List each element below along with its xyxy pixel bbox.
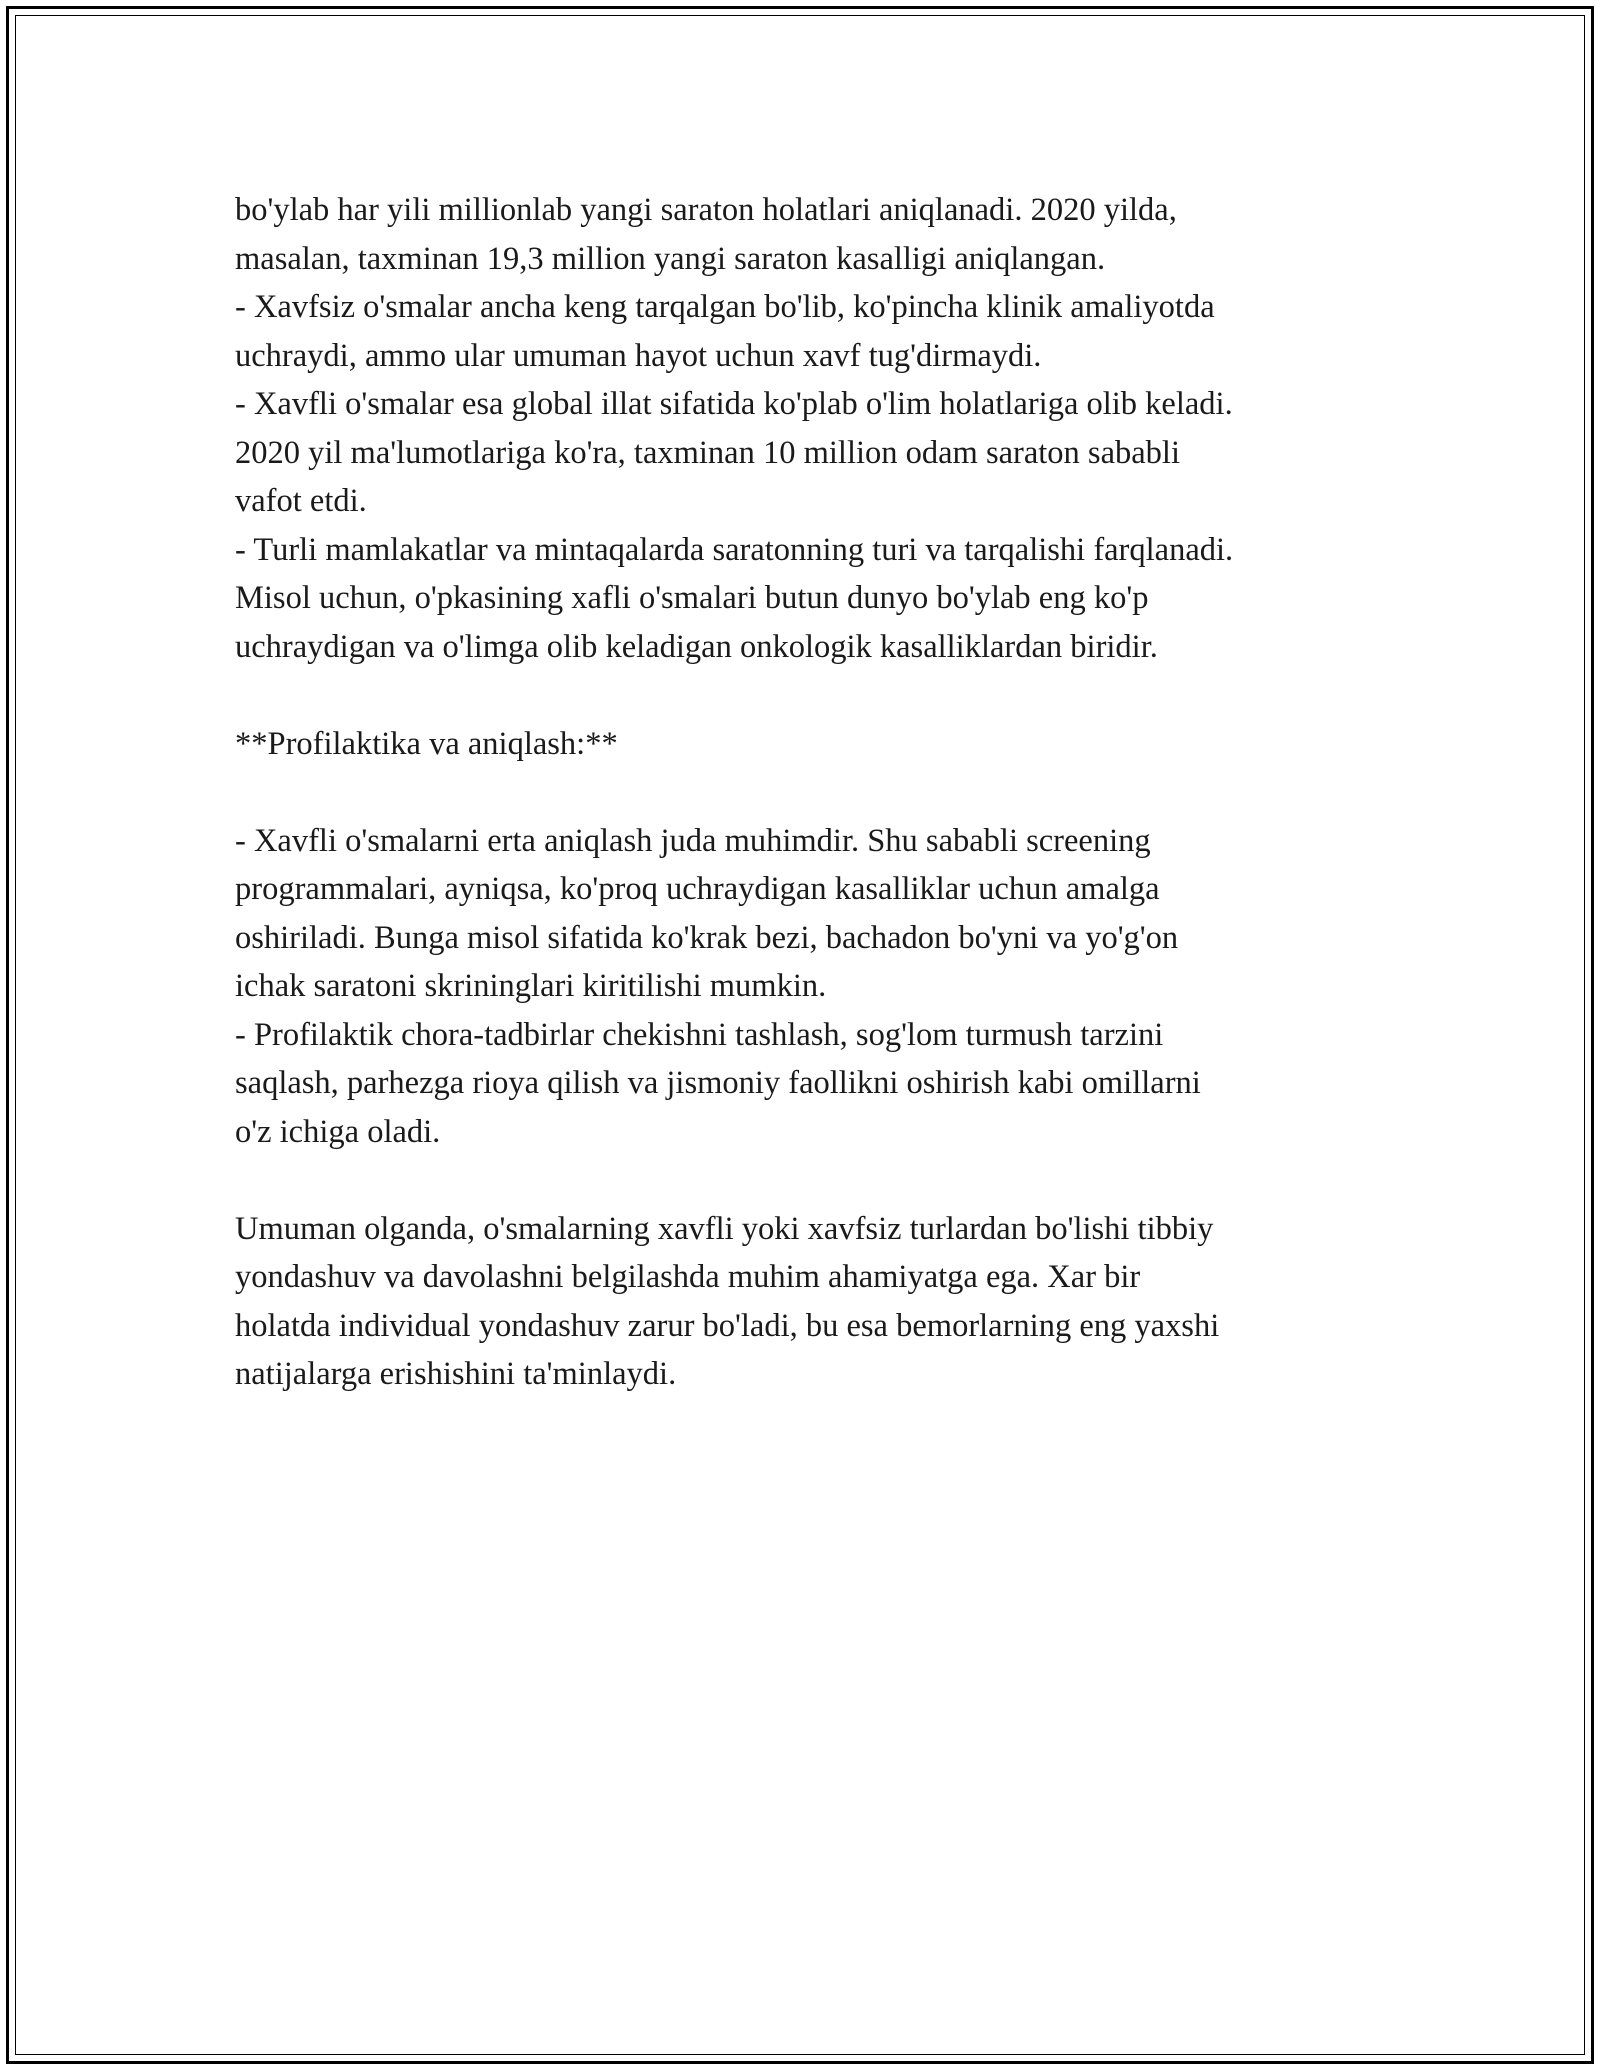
text-line: ichak saratoni skrininglari kiritilishi mumkin. — [235, 968, 827, 1004]
blank-line — [235, 1156, 1405, 1205]
blank-line — [235, 671, 1405, 720]
text-line: natijalarga erishishini ta'minlaydi. — [235, 1356, 677, 1392]
text-line: - Turli mamlakatlar va mintaqalarda saratonning turi va tarqalishi farqlanadi. — [235, 531, 1234, 568]
text-line: - Profilaktik chora-tadbirlar chekishni tashlash, sog'lom turmush tarzini — [235, 1016, 1164, 1053]
text-line: Umuman olganda, o'smalarning xavfli yoki xavfsiz turlardan bo'lishi tibbiy — [235, 1210, 1214, 1247]
text-line: holatda individual yondashuv zarur bo'ladi, bu esa bemorlarning eng yaxshi — [235, 1307, 1220, 1344]
text-line: uchraydigan va o'limga olib keladigan onkologik kasalliklardan biridir. — [235, 628, 1158, 665]
document-body — [235, 186, 1405, 1399]
text-line: masalan, taxminan 19,3 million yangi saraton kasalligi aniqlangan. — [235, 240, 1106, 277]
text-line: oshiriladi. Bunga misol sifatida ko'krak bezi, bachadon bo'yni va yo'g'on — [235, 919, 1179, 956]
text-line: uchraydi, ammo ular umuman hayot uchun xavf tug'dirmaydi. — [235, 337, 1042, 374]
section-heading: **Profilaktika va aniqlash:** — [235, 725, 618, 762]
text-line: programmalari, ayniqsa, ko'proq uchraydigan kasalliklar uchun amalga — [235, 871, 1160, 907]
text-line: Misol uchun, o'pkasining xafli o'smalari butun dunyo bo'ylab eng ko'p — [235, 580, 1149, 616]
text-line: vafot etdi. — [235, 483, 367, 519]
text-line: 2020 yil ma'lumotlariga ko'ra, taxminan 10 million odam saraton sababli — [235, 434, 1180, 471]
text-line: o'z ichiga oladi. — [235, 1113, 441, 1150]
text-line: - Xavfli o'smalarni erta aniqlash juda muhimdir. Shu sababli screening — [235, 822, 1151, 859]
text-line: saqlash, parhezga rioya qilish va jismoniy faollikni oshirish kabi omillarni — [235, 1065, 1201, 1101]
text-line: - Xavfli o'smalar esa global illat sifatida ko'plab o'lim holatlariga olib keladi. — [235, 386, 1233, 422]
blank-line — [235, 768, 1405, 817]
text-line: yondashuv va davolashni belgilashda muhim ahamiyatga ega. Xar bir — [235, 1259, 1141, 1295]
text-line: - Xavfsiz o'smalar ancha keng tarqalgan bo'lib, ko'pincha klinik amaliyotda — [235, 289, 1215, 325]
text-line: bo'ylab har yili millionlab yangi saraton holatlari aniqlanadi. 2020 yilda, — [235, 192, 1177, 228]
